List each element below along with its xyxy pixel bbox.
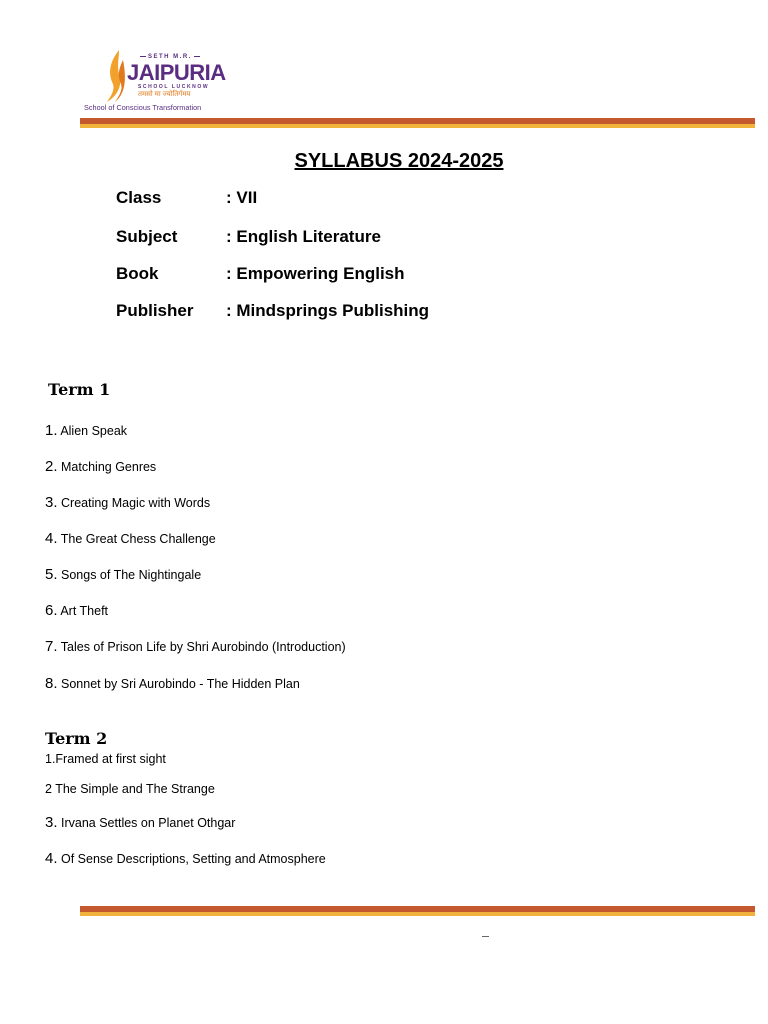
logo-sub: SCHOOL LUCKNOW <box>138 84 210 90</box>
info-class: Class : VII <box>116 188 258 207</box>
logo-tagline: School of Conscious Transformation <box>84 103 202 112</box>
list-item: 2 The Simple and The Strange <box>45 782 215 796</box>
flame-icon <box>105 50 127 102</box>
header-band <box>80 118 755 128</box>
list-item: 6. Art Theft <box>45 602 109 619</box>
logo-motto: तमसो मा ज्योतिर्गमय <box>138 91 191 98</box>
list-item: 5. Songs of The Nightingale <box>45 566 202 583</box>
list-item: 4. The Great Chess Challenge <box>45 530 216 547</box>
page-mark <box>482 936 489 937</box>
list-item: 2. Matching Genres <box>45 458 157 475</box>
term2-heading: Term 2 <box>45 729 108 748</box>
logo-name: JAIPURIA <box>127 60 226 85</box>
list-item: 1. Alien Speak <box>45 422 128 439</box>
school-logo <box>80 48 226 114</box>
list-item: 1.Framed at first sight <box>45 752 166 766</box>
list-item: 8. Sonnet by Sri Aurobindo - The Hidden Plan <box>45 675 300 692</box>
logo-seth: SETH M.R. <box>138 54 202 60</box>
page-title: SYLLABUS 2024-2025 <box>294 150 504 172</box>
term1-heading: Term 1 <box>48 380 111 399</box>
list-item: 3. Creating Magic with Words <box>45 494 211 511</box>
info-subject: Subject : English Literature <box>116 227 381 246</box>
footer-band <box>80 906 755 916</box>
info-publisher: Publisher : Mindsprings Publishing <box>116 301 430 320</box>
list-item: 4. Of Sense Descriptions, Setting and Atmosphere <box>45 850 326 867</box>
list-item: 3. Irvana Settles on Planet Othgar <box>45 814 236 831</box>
info-book: Book : Empowering English <box>116 264 405 283</box>
list-item: 7. Tales of Prison Life by Shri Aurobindo (Introduction) <box>45 638 346 655</box>
